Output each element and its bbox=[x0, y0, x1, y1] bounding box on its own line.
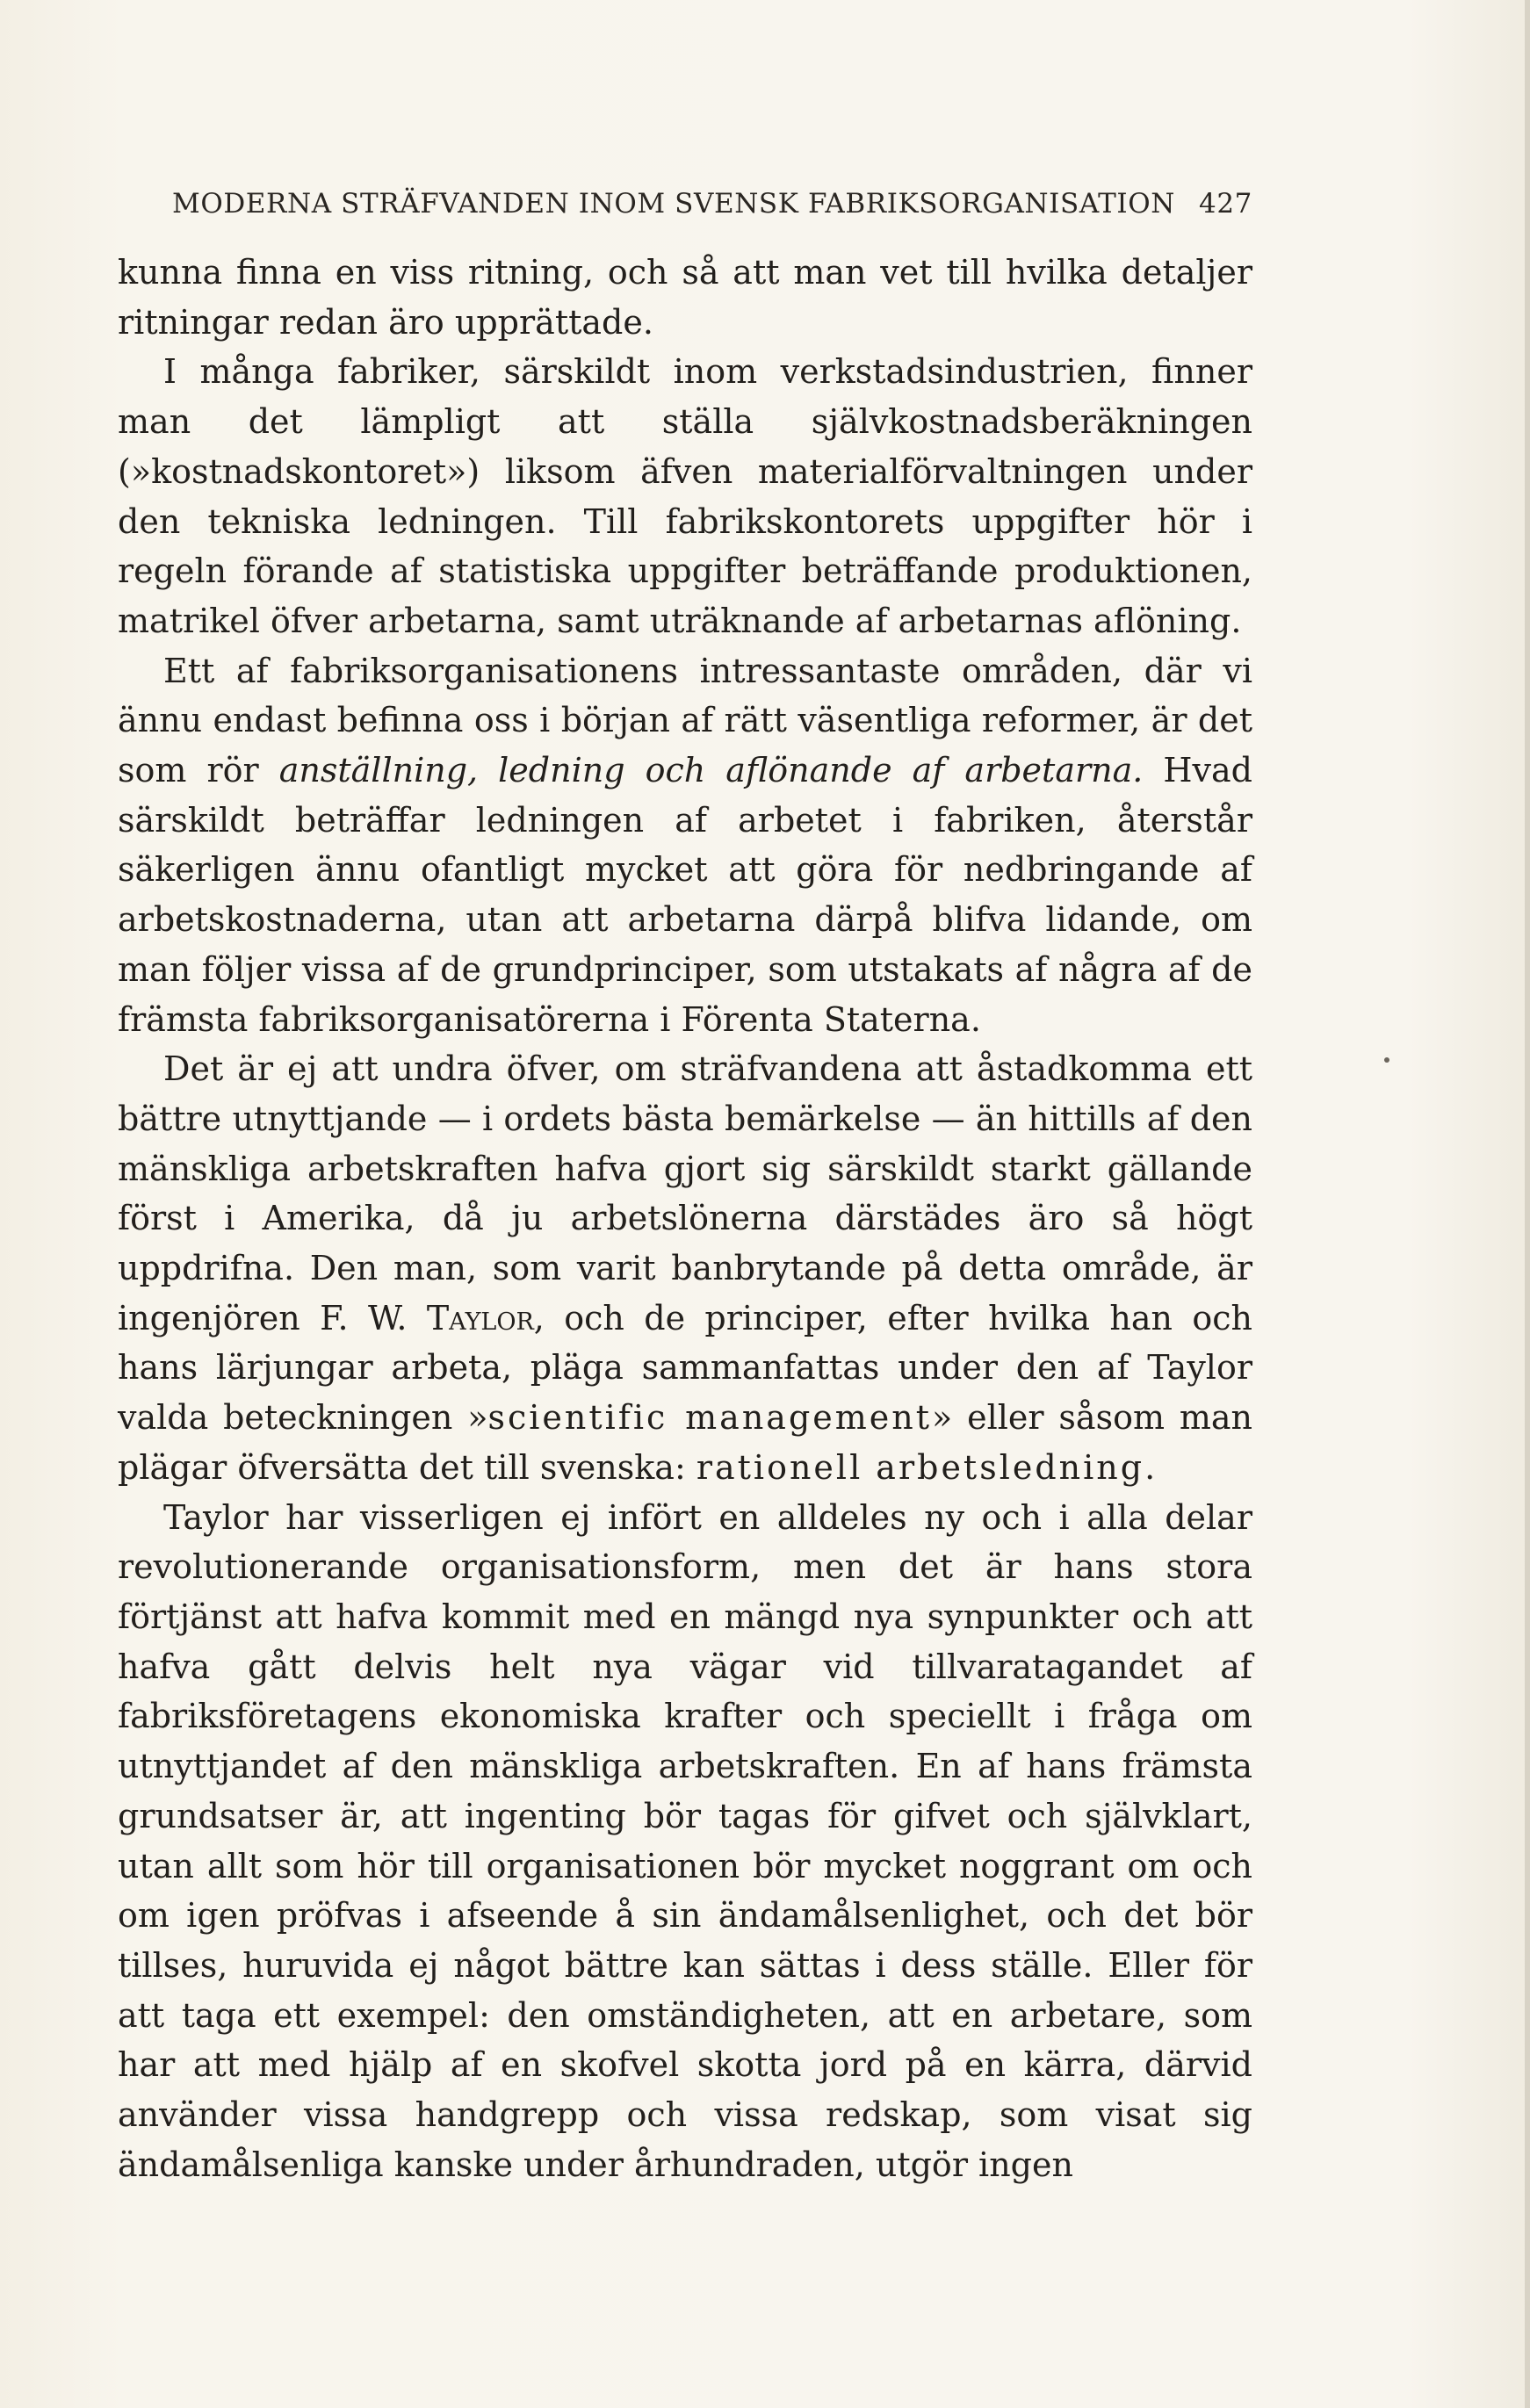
paragraph-4-text-before: Det är ej att undra öfver, om sträfvandena att åstadkomma ett bättre utnyttjande — i ordets bästa bemärkelse — än hittills af den mänskliga arbetskraften hafva gjort sig särskildt starkt gällande först i Amerika, då ju arbetslönerna därstädes äro så högt uppdrifna. Den man, som varit banbrytande på detta område, är ingenjören F. W. bbox=[118, 1049, 1252, 1337]
paragraph-4-author-name: Taylor bbox=[426, 1298, 534, 1337]
paragraph-4-spaced-term-2: rationell arbetsledning bbox=[696, 1447, 1145, 1487]
paragraph-3-text-before: Ett af fabriksorganisationens intressantaste områden, där vi ännu endast befinna oss i början af rätt väsentliga reformer, är det som rör bbox=[118, 651, 1252, 790]
paragraph-1: kunna finna en viss ritning, och så att man vet till hvilka detaljer ritningar redan äro upprättade. bbox=[118, 253, 1252, 342]
page-number: 427 bbox=[1199, 188, 1252, 220]
paragraph-3-italic-phrase: anställning, ledning och aflönande af arbetarna. bbox=[278, 751, 1144, 790]
paragraph-4-spaced-term-1: scientific management bbox=[487, 1398, 933, 1438]
paragraph-4-text-middle: , och de principer, efter hvilka han och hans lärjungar arbeta, pläga sammanfattas under den af Taylor valda beteckningen » bbox=[118, 1298, 1252, 1438]
running-header-title: MODERNA STRÄFVANDEN INOM SVENSK FABRIKSORGANISATION bbox=[172, 188, 1175, 220]
paragraph-3 bbox=[118, 646, 1252, 1045]
print-speck bbox=[1384, 1057, 1389, 1063]
running-header bbox=[172, 188, 1252, 220]
paragraph-3-text-after: Hvad särskildt beträffar ledningen af arbetet i fabriken, återstår säkerligen ännu ofantligt mycket att göra för nedbringande af arbetskostnaderna, utan att arbetarna därpå blifva lidande, om man följer vissa af de grundprinciper, som utstakats af några af de främsta fabriksorganisatörerna i Förenta Staterna. bbox=[118, 751, 1252, 1039]
paragraph-5: Taylor har visserligen ej infört en alldeles ny och i alla delar revolutionerande organisationsform, men det är hans stora förtjänst att hafva kommit med en mängd nya synpunkter och att hafva gått delvis helt nya vägar vid tillvaratagandet af fabriksföretagens ekonomiska krafter och speciellt i fråga om utnyttjandet af den mänskliga arbetskraften. En af hans främsta grundsatser är, att ingenting bör tagas för gifvet och självklart, utan allt som hör till organisationen bör mycket noggrant om och om igen pröfvas i afseende å sin ändamålsenlighet, och det bör tillses, huruvida ej något bättre kan sättas i dess ställe. Eller för att taga ett exempel: den omständigheten, att en arbetare, som har att med hjälp af en skofvel skotta jord på en kärra, därvid använder vissa handgrepp och vissa redskap, som visat sig ändamålsenliga kanske under århundraden, utgör ingen bbox=[118, 1497, 1252, 2184]
paragraph-4-text-after: . bbox=[1144, 1447, 1156, 1487]
body-text bbox=[118, 248, 1252, 2189]
paragraph-4-text-middle-2: » eller såsom man plägar öfversätta det till svenska: bbox=[118, 1398, 1252, 1487]
paragraph-2: I många fabriker, särskildt inom verkstadsindustrien, finner man det lämpligt att ställa självkostnadsberäkningen (»kostnadskontoret») liksom äfven materialförvaltningen under den tekniska ledningen. Till fabrikskontorets uppgifter hör i regeln förande af statistiska uppgifter beträffande produktionen, matrikel öfver arbetarna, samt uträknande af arbetarnas aflöning. bbox=[118, 352, 1252, 640]
paragraph-4 bbox=[118, 1044, 1252, 1492]
page-edge-shadow bbox=[1525, 0, 1530, 2408]
